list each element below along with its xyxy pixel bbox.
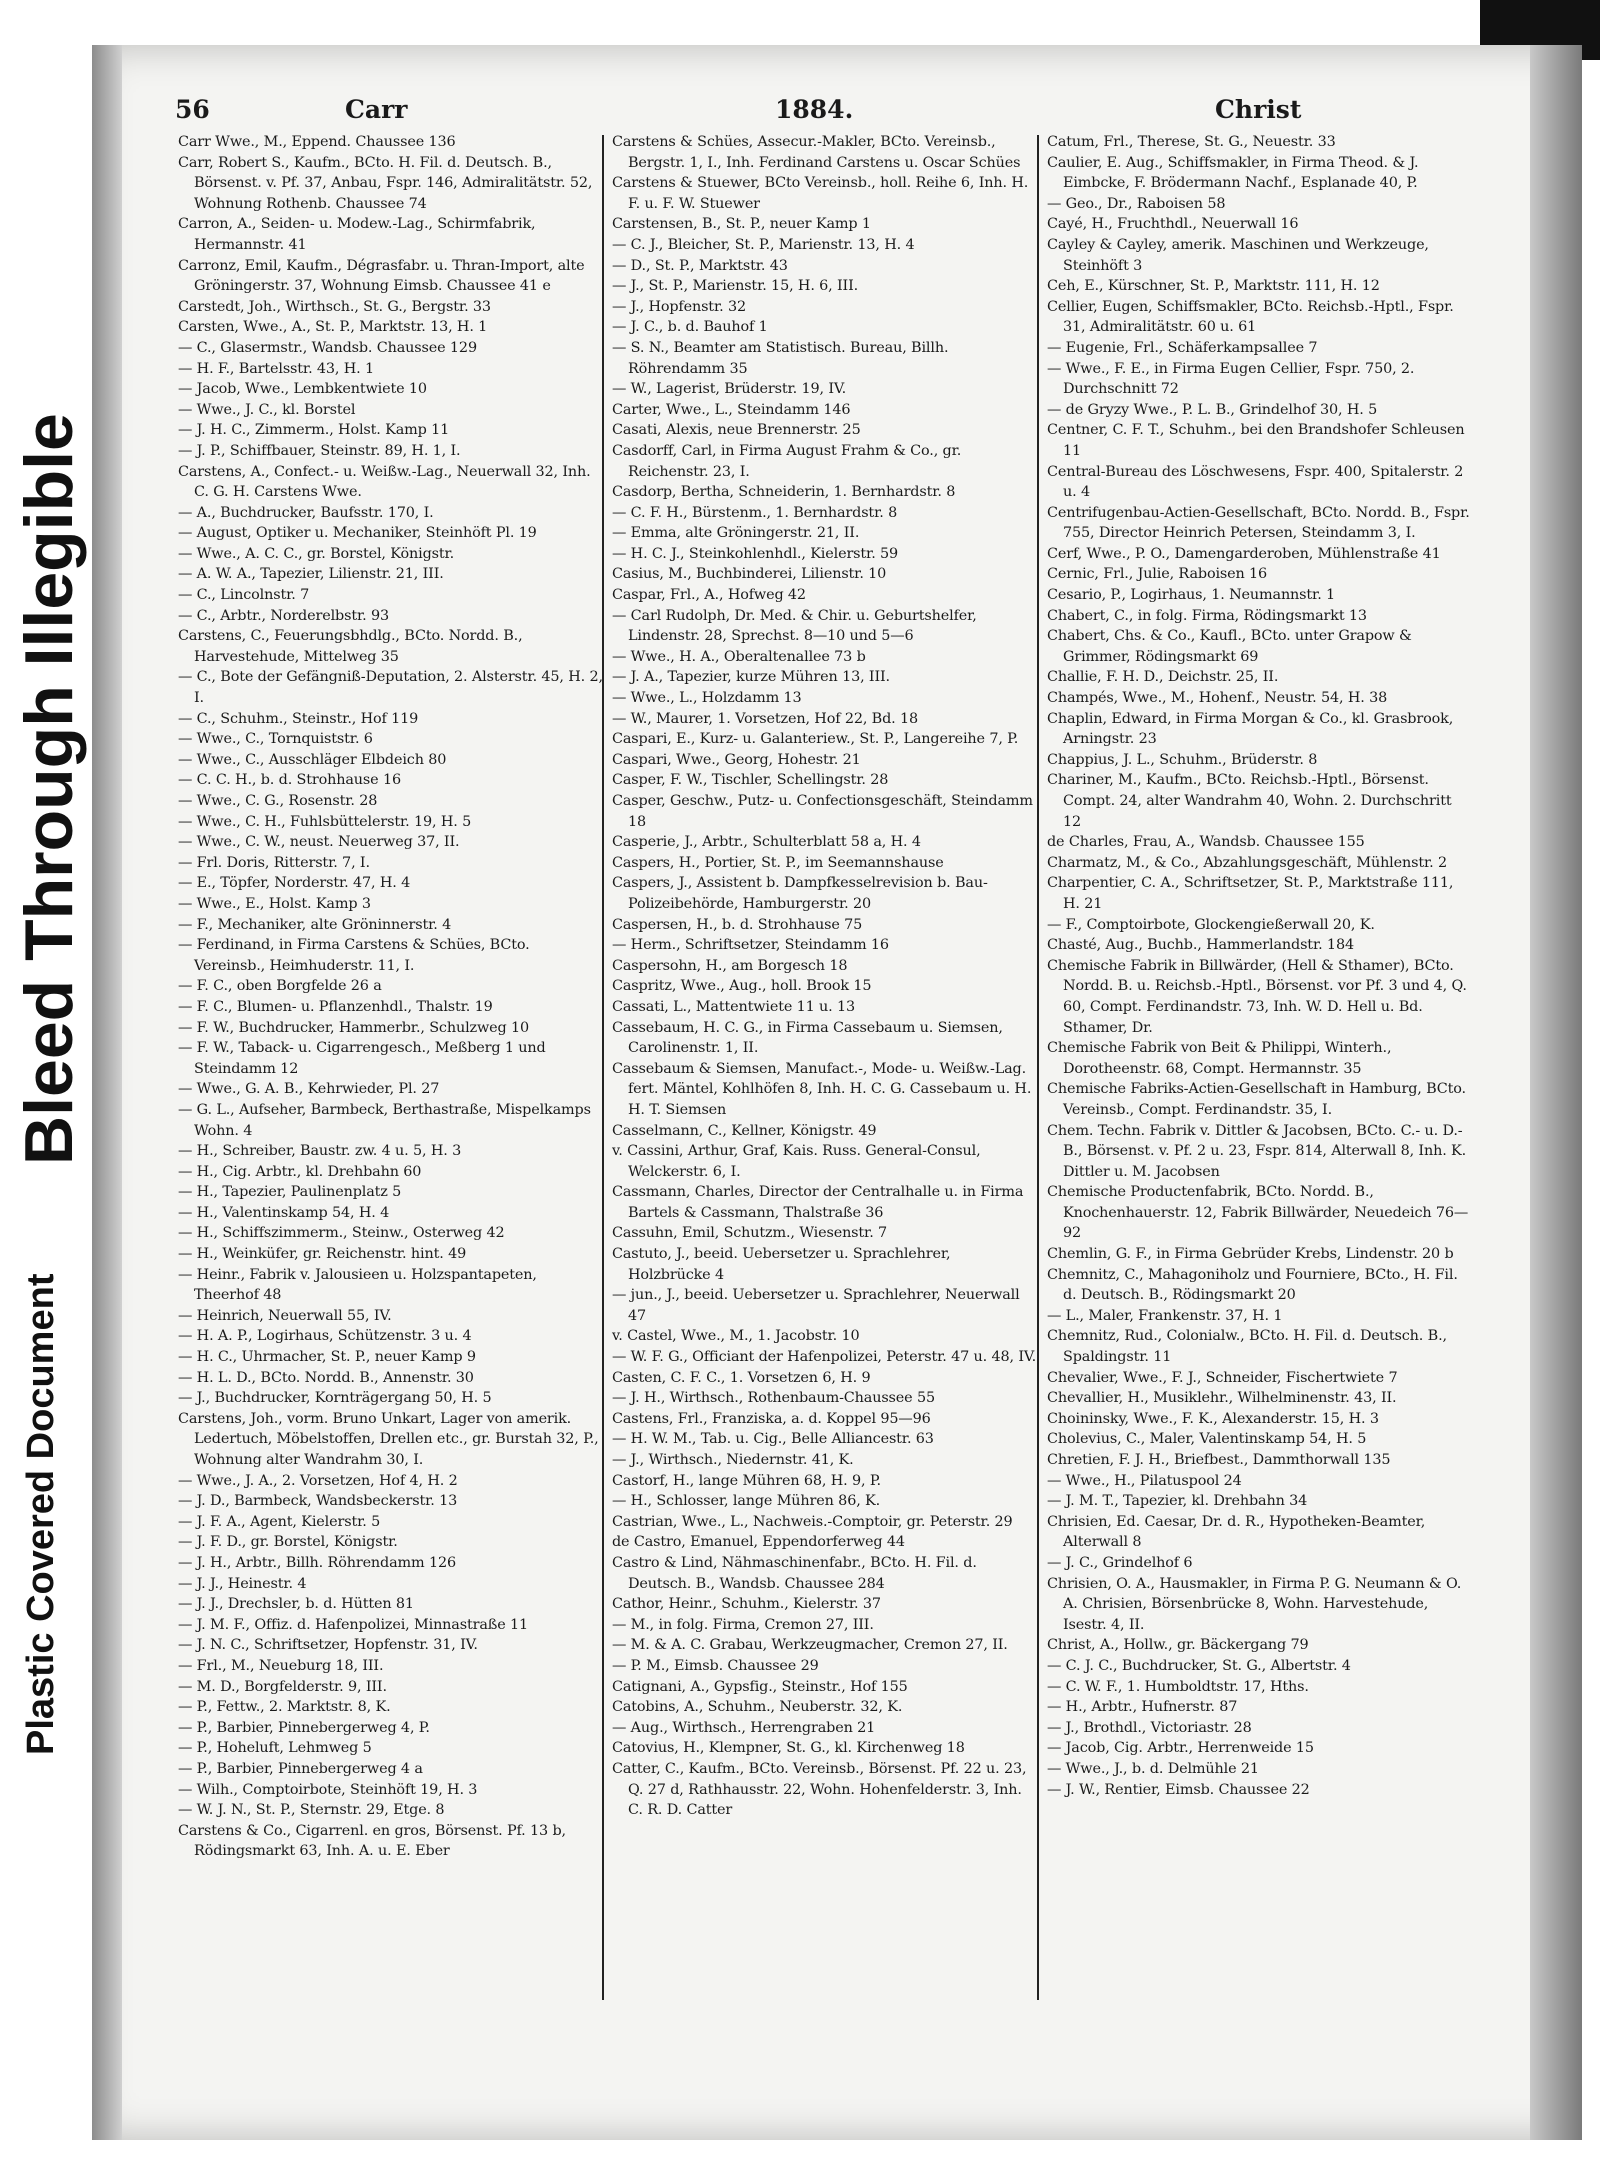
directory-entry: — C., Schuhm., Steinstr., Hof 119 — [178, 710, 419, 727]
directory-entry: — H., Arbtr., Hufnerstr. 87 — [1047, 1699, 1238, 1716]
directory-entry: — Herm., Schriftsetzer, Steindamm 16 — [612, 937, 889, 954]
directory-entry: — H., Schlosser, lange Mühren 86, K. — [612, 1493, 881, 1510]
directory-entry: Cassuhn, Emil, Schutzm., Wiesenstr. 7 — [612, 1225, 888, 1242]
directory-entry: Castrian, Wwe., L., Nachweis.-Comptoir, gr. Peterstr. 29 — [612, 1513, 1013, 1530]
directory-entry: — H., Weinküfer, gr. Reichenstr. hint. 49 — [178, 1246, 467, 1263]
directory-entry: Charmatz, M., & Co., Abzahlungsgeschäft, Mühlenstr. 2 — [1047, 854, 1447, 871]
directory-entry: — J. M. T., Tapezier, kl. Drehbahn 34 — [1047, 1493, 1308, 1510]
directory-entry: Catum, Frl., Therese, St. G., Neuestr. 33 — [1047, 134, 1336, 150]
directory-entry: — G. L., Aufseher, Barmbeck, Berthastraße, Mispelkamps Wohn. 4 — [178, 1101, 591, 1139]
directory-entry: — J. J., Heinestr. 4 — [178, 1575, 307, 1592]
directory-entry: Centrifugenbau-Actien-Gesellschaft, BCto. Nordd. B., Fspr. 755, Director Heinrich Petersen, Steindamm 3, I. — [1047, 504, 1470, 542]
directory-entry: — Frl. Doris, Ritterstr. 7, I. — [178, 854, 370, 871]
directory-entry: Chasté, Aug., Buchb., Hammerlandstr. 184 — [1047, 937, 1354, 954]
directory-entry: Cathor, Heinr., Schuhm., Kielerstr. 37 — [612, 1596, 881, 1613]
directory-entry: — J. A., Tapezier, kurze Mühren 13, III. — [612, 669, 890, 686]
directory-entry: Chevallier, H., Musiklehr., Wilhelminenstr. 43, II. — [1047, 1390, 1397, 1407]
directory-entry: — H., Valentinskamp 54, H. 4 — [178, 1204, 390, 1221]
directory-column-3 — [1047, 132, 1472, 1800]
directory-entry: — J. H., Wirthsch., Rothenbaum-Chaussee 55 — [612, 1390, 935, 1407]
directory-entry: — de Gryzy Wwe., P. L. B., Grindelhof 30, H. 5 — [1047, 401, 1378, 418]
directory-entry: — J. C., Grindelhof 6 — [1047, 1554, 1193, 1571]
directory-entry: Catovius, H., Klempner, St. G., kl. Kirchenweg 18 — [612, 1740, 965, 1757]
directory-entry: Caspar, Frl., A., Hofweg 42 — [612, 587, 806, 604]
directory-entry: — C., Arbtr., Norderelbstr. 93 — [178, 607, 389, 624]
directory-entry: — J. F. D., gr. Borstel, Königstr. — [178, 1534, 398, 1551]
directory-entry: — C. C. H., b. d. Strohhause 16 — [178, 772, 401, 789]
directory-entry: Carstens & Stuewer, BCto Vereinsb., holl. Reihe 6, Inh. H. F. u. F. W. Stuewer — [612, 175, 1029, 212]
directory-entry: v. Castel, Wwe., M., 1. Jacobstr. 10 — [612, 1328, 860, 1345]
directory-entry: Caspers, J., Assistent b. Dampfkesselrevision b. Bau-Polizeibehörde, Hamburgerstr. 20 — [612, 875, 988, 912]
directory-entry: Chretien, F. J. H., Briefbest., Dammthorwall 135 — [1047, 1452, 1391, 1468]
directory-entry: — M., in folg. Firma, Cremon 27, III. — [612, 1616, 874, 1633]
header-year: 1884. — [775, 95, 854, 124]
directory-entry: Caspritz, Wwe., Aug., holl. Brook 15 — [612, 978, 872, 995]
directory-entry: Chemlin, G. F., in Firma Gebrüder Krebs, Lindenstr. 20 b — [1047, 1246, 1454, 1263]
directory-entry: — P., Fettw., 2. Marktstr. 8, K. — [178, 1699, 391, 1716]
directory-entry: de Charles, Frau, A., Wandsb. Chaussee 155 — [1047, 834, 1365, 851]
directory-entry: Chemnitz, C., Mahagoniholz und Fourniere, BCto., H. Fil. d. Deutsch. B., Rödingsmarkt 20 — [1047, 1266, 1458, 1304]
directory-entry: — Wwe., H. A., Oberaltenallee 73 b — [612, 648, 866, 665]
header-right-keyword: Christ — [1215, 95, 1302, 124]
directory-entry: Caspari, E., Kurz- u. Galanteriew., St. P., Langereihe 7, P. — [612, 731, 1019, 748]
directory-entry: — C., Lincolnstr. 7 — [178, 587, 310, 604]
directory-entry: — W., Maurer, 1. Vorsetzen, Hof 22, Bd. 18 — [612, 710, 919, 727]
directory-entry: — Jacob, Cig. Arbtr., Herrenweide 15 — [1047, 1740, 1314, 1757]
bleed-through-label: Bleed Through Illegible — [11, 413, 87, 1165]
directory-entry: — Wwe., F. E., in Firma Eugen Cellier, Fspr. 750, 2. Durchschnitt 72 — [1047, 360, 1415, 398]
directory-entry: — H., Schiffszimmerm., Steinw., Osterweg 42 — [178, 1225, 505, 1242]
directory-entry: Caspari, Wwe., Georg, Hohestr. 21 — [612, 751, 861, 768]
directory-entry: — Wilh., Comptoirbote, Steinhöft 19, H. 3 — [178, 1781, 478, 1798]
directory-entry: — Wwe., C. W., neust. Neuerweg 37, II. — [178, 834, 460, 851]
directory-entry: Carstens, C., Feuerungsbhdlg., BCto. Nordd. B., Harvestehude, Mittelweg 35 — [178, 628, 523, 665]
directory-entry: Chrisien, Ed. Caesar, Dr. d. R., Hypotheken-Beamter, Alterwall 8 — [1047, 1513, 1426, 1551]
directory-entry: — Wwe., G. A. B., Kehrwieder, Pl. 27 — [178, 1081, 440, 1098]
directory-entry: — J., Wirthsch., Niedernstr. 41, K. — [612, 1452, 854, 1468]
directory-entry: — J. W., Rentier, Eimsb. Chaussee 22 — [1047, 1781, 1310, 1798]
directory-entry: v. Cassini, Arthur, Graf, Kais. Russ. General-Consul, Welckerstr. 6, I. — [612, 1143, 981, 1180]
directory-entry: — F., Comptoirbote, Glockengießerwall 20, K. — [1047, 916, 1375, 933]
column-rule — [1037, 135, 1039, 2000]
directory-entry: Chemische Fabrik von Beit & Philippi, Winterh., Dorotheenstr. 68, Compt. Hermannstr. 35 — [1047, 1040, 1392, 1077]
directory-entry: Chariner, M., Kaufm., BCto. Reichsb.-Hptl., Börsenst. Compt. 24, alter Wandrahm 40, Wohn. 2. Durchschritt 12 — [1047, 772, 1452, 830]
directory-entry: Carr Wwe., M., Eppend. Chaussee 136 — [178, 134, 456, 150]
directory-entry: — Carl Rudolph, Dr. Med. & Chir. u. Geburtshelfer, Lindenstr. 28, Sprechst. 8—10 und 5—6 — [612, 607, 977, 645]
directory-entry: — Wwe., C., Tornquiststr. 6 — [178, 731, 373, 748]
directory-entry: Chemnitz, Rud., Colonialw., BCto. H. Fil. d. Deutsch. B., Spaldingstr. 11 — [1047, 1328, 1447, 1366]
directory-entry: — F. C., Blumen- u. Pflanzenhdl., Thalstr. 19 — [178, 998, 493, 1015]
directory-entry: — P., Hoheluft, Lehmweg 5 — [178, 1740, 372, 1757]
directory-entry: Carsten, Wwe., A., St. P., Marktstr. 13, H. 1 — [178, 319, 488, 336]
plastic-covered-label: Plastic Covered Document — [20, 1273, 62, 1755]
directory-entry: — Emma, alte Gröningerstr. 21, II. — [612, 525, 860, 542]
page-gutter-right — [1530, 45, 1582, 2140]
directory-entry: — H. W. M., Tab. u. Cig., Belle Alliancestr. 63 — [612, 1431, 934, 1448]
directory-entry: Centner, C. F. T., Schuhm., bei den Brandshofer Schleusen 11 — [1047, 422, 1465, 459]
directory-entry: — A. W. A., Tapezier, Lilienstr. 21, III. — [178, 566, 444, 583]
directory-entry: — J., Hopfenstr. 32 — [612, 298, 746, 315]
directory-entry: — J. P., Schiffbauer, Steinstr. 89, H. 1, I. — [178, 442, 461, 459]
directory-entry: Catignani, A., Gypsfig., Steinstr., Hof 155 — [612, 1678, 908, 1695]
directory-entry: Caulier, E. Aug., Schiffsmakler, in Firma Theod. & J. Eimbcke, F. Brödermann Nachf., Esplanade 40, P. — [1047, 154, 1419, 192]
directory-entry: Carstens, Joh., vorm. Bruno Unkart, Lager von amerik. Ledertuch, Möbelstoffen, Drellen etc., gr. Burstah 32, P., Wohnung alter Wandrahm 30, I. — [178, 1410, 599, 1468]
directory-entry: — W., Lagerist, Brüderstr. 19, IV. — [612, 381, 847, 398]
directory-entry: Casdorp, Bertha, Schneiderin, 1. Bernhardstr. 8 — [612, 484, 956, 501]
directory-entry: — Wwe., E., Holst. Kamp 3 — [178, 895, 371, 912]
directory-entry: Carstensen, B., St. P., neuer Kamp 1 — [612, 216, 871, 233]
directory-entry: Choininsky, Wwe., F. K., Alexanderstr. 15, H. 3 — [1047, 1410, 1379, 1427]
directory-entry: — F. W., Taback- u. Cigarrengesch., Meßberg 1 und Steindamm 12 — [178, 1040, 546, 1077]
directory-entry: Catter, C., Kaufm., BCto. Vereinsb., Börsenst. Pf. 22 u. 23, Q. 27 d, Rathhausstr. 22, Wohn. Hohenfelderstr. 3, Inh. C. R. D. Catter — [612, 1760, 1027, 1819]
directory-entry: — J. J., Drechsler, b. d. Hütten 81 — [178, 1596, 414, 1613]
directory-entry: — C. W. F., 1. Humboldtstr. 17, Hths. — [1047, 1678, 1309, 1695]
directory-entry: — Wwe., J. C., kl. Borstel — [178, 401, 356, 418]
directory-entry: Chemische Fabriks-Actien-Gesellschaft in Hamburg, BCto. Vereinsb., Compt. Ferdinandstr. 35, I. — [1047, 1081, 1466, 1118]
directory-entry: — C. J., Bleicher, St. P., Marienstr. 13, H. 4 — [612, 236, 915, 253]
directory-entry: — Wwe., L., Holzdamm 13 — [612, 690, 802, 707]
directory-entry: Casten, C. F. C., 1. Vorsetzen 6, H. 9 — [612, 1369, 871, 1386]
directory-entry: Carr, Robert S., Kaufm., BCto. H. Fil. d. Deutsch. B., Börsenst. v. Pf. 37, Anbau, Fspr. 146, Admiralitätstr. 52, Wohnung Rothenb. Chaussee 74 — [178, 154, 593, 212]
directory-entry: — C. F. H., Bürstenm., 1. Bernhardstr. 8 — [612, 504, 898, 521]
directory-entry: Chaplin, Edward, in Firma Morgan & Co., kl. Grasbrook, Arningstr. 23 — [1047, 710, 1454, 748]
directory-entry: Chabert, Chs. & Co., Kaufl., BCto. unter Grapow & Grimmer, Rödingsmarkt 69 — [1047, 628, 1412, 665]
directory-entry: — H., Schreiber, Baustr. zw. 4 u. 5, H. 3 — [178, 1143, 462, 1160]
directory-entry: — Heinr., Fabrik v. Jalousieen u. Holzspantapeten, Theerhof 48 — [178, 1266, 537, 1304]
directory-column-1 — [178, 132, 603, 1862]
directory-entry: — F. W., Buchdrucker, Hammerbr., Schulzweg 10 — [178, 1019, 529, 1036]
directory-entry: Castorf, H., lange Mühren 68, H. 9, P. — [612, 1472, 881, 1489]
directory-entry: — J. H. C., Zimmerm., Holst. Kamp 11 — [178, 422, 450, 439]
directory-entry: — A., Buchdrucker, Baufsstr. 170, I. — [178, 504, 434, 521]
directory-entry: Chappius, J. L., Schuhm., Brüderstr. 8 — [1047, 751, 1318, 768]
directory-entry: Casati, Alexis, neue Brennerstr. 25 — [612, 422, 861, 439]
directory-entry: — H. C. J., Steinkohlenhdl., Kielerstr. 59 — [612, 545, 899, 562]
directory-entry: — Wwe., C. H., Fuhlsbüttelerstr. 19, H. 5 — [178, 813, 472, 830]
directory-entry: — P., Barbier, Pinnebergerweg 4, P. — [178, 1719, 430, 1736]
directory-entry: Cholevius, C., Maler, Valentinskamp 54, H. 5 — [1047, 1431, 1367, 1448]
directory-entry: Challie, F. H. D., Deichstr. 25, II. — [1047, 669, 1279, 686]
directory-entry: — H. F., Bartelsstr. 43, H. 1 — [178, 360, 375, 377]
directory-entry: Cerf, Wwe., P. O., Damengarderoben, Mühlenstraße 41 — [1047, 545, 1441, 562]
directory-entry: Chabert, C., in folg. Firma, Rödingsmarkt 13 — [1047, 607, 1367, 624]
directory-entry: — W. F. G., Officiant der Hafenpolizei, Peterstr. 47 u. 48, IV. — [612, 1349, 1037, 1366]
directory-entry: Casper, Geschw., Putz- u. Confectionsgeschäft, Steindamm 18 — [612, 793, 1033, 830]
directory-entry: — J., Buchdrucker, Kornträgergang 50, H. 5 — [178, 1390, 492, 1407]
directory-entry: — J. D., Barmbeck, Wandsbeckerstr. 13 — [178, 1493, 458, 1510]
directory-entry: Carstens, A., Confect.- u. Weißw.-Lag., Neuerwall 32, Inh. C. G. H. Carstens Wwe. — [178, 463, 591, 501]
directory-entry: — Wwe., H., Pilatuspool 24 — [1047, 1472, 1242, 1489]
directory-entry: Carstens & Schües, Assecur.-Makler, BCto. Vereinsb., Bergstr. 1, I., Inh. Ferdinand Carstens u. Oscar Schües — [612, 134, 1021, 171]
directory-entry: — H., Tapezier, Paulinenplatz 5 — [178, 1184, 402, 1201]
directory-entry: Charpentier, C. A., Schriftsetzer, St. P., Marktstraße 111, H. 21 — [1047, 875, 1454, 912]
directory-entry: Caspers, H., Portier, St. P., im Seemannshause — [612, 854, 944, 871]
directory-entry: Cassebaum & Siemsen, Manufact.-, Mode- u. Weißw.-Lag. fert. Mäntel, Kohlhöfen 8, Inh. H. C. G. Cassebaum u. H. H. T. Siemsen — [612, 1060, 1032, 1118]
directory-entry: Chemische Productenfabrik, BCto. Nordd. B., Knochenhauerstr. 12, Fabrik Billwärder, Neuedeich 76—92 — [1047, 1184, 1469, 1242]
directory-entry: Casselmann, C., Kellner, Königstr. 49 — [612, 1122, 877, 1139]
directory-entry: — H., Cig. Arbtr., kl. Drehbahn 60 — [178, 1163, 422, 1180]
directory-entry: — H. L. D., BCto. Nordd. B., Annenstr. 30 — [178, 1369, 474, 1386]
directory-entry: — W. J. N., St. P., Sternstr. 29, Etge. 8 — [178, 1802, 445, 1819]
directory-entry: Carstedt, Joh., Wirthsch., St. G., Bergstr. 33 — [178, 298, 491, 315]
directory-entry: — Wwe., J. A., 2. Vorsetzen, Hof 4, H. 2 — [178, 1472, 458, 1489]
directory-entry: Carstens & Co., Cigarrenl. en gros, Börsenst. Pf. 13 b, Rödingsmarkt 63, Inh. A. u. E. Eber — [178, 1822, 566, 1860]
directory-entry: — Heinrich, Neuerwall 55, IV. — [178, 1307, 392, 1324]
directory-entry: — L., Maler, Frankenstr. 37, H. 1 — [1047, 1307, 1283, 1324]
directory-entry: Central-Bureau des Löschwesens, Fspr. 400, Spitalerstr. 2 u. 4 — [1047, 463, 1464, 501]
directory-entry: — Jacob, Wwe., Lembkentwiete 10 — [178, 381, 427, 398]
directory-entry: — J. M. F., Offiz. d. Hafenpolizei, Minnastraße 11 — [178, 1616, 529, 1633]
directory-entry: Ceh, E., Kürschner, St. P., Marktstr. 111, H. 12 — [1047, 278, 1380, 295]
directory-entry: — jun., J., beeid. Uebersetzer u. Sprachlehrer, Neuerwall 47 — [612, 1287, 1020, 1324]
directory-entry: — S. N., Beamter am Statistisch. Bureau, Billh. Röhrendamm 35 — [612, 339, 949, 377]
directory-entry: Cayley & Cayley, amerik. Maschinen und Werkzeuge, Steinhöft 3 — [1047, 236, 1429, 274]
directory-entry: — Aug., Wirthsch., Herrengraben 21 — [612, 1719, 876, 1736]
directory-entry: Chemische Fabrik in Billwärder, (Hell & Sthamer), BCto. Nordd. B. u. Reichsb.-Hptl., Börsenst. vor Pf. 3 und 4, Q. 60, Compt. Ferdinandstr. 73, Inh. W. D. Hell u. Bd. Sthamer, Dr. — [1047, 957, 1467, 1036]
directory-entry: — F. C., oben Borgfelde 26 a — [178, 978, 382, 995]
directory-entry: Champés, Wwe., M., Hohenf., Neustr. 54, H. 38 — [1047, 690, 1388, 707]
directory-entry: — C., Bote der Gefängniß-Deputation, 2. Alsterstr. 45, H. 2, I. — [178, 669, 603, 707]
page-gutter-left — [92, 45, 122, 2140]
directory-entry: Casdorff, Carl, in Firma August Frahm & Co., gr. Reichenstr. 23, I. — [612, 442, 962, 480]
directory-entry: — D., St. P., Marktstr. 43 — [612, 257, 788, 274]
directory-entry: Casperie, J., Arbtr., Schulterblatt 58 a, H. 4 — [612, 834, 921, 851]
directory-entry: Catobins, A., Schuhm., Neuberstr. 32, K. — [612, 1699, 903, 1716]
directory-entry: — J. C., b. d. Bauhof 1 — [612, 319, 768, 336]
directory-entry: Cassati, L., Mattentwiete 11 u. 13 — [612, 998, 856, 1015]
directory-entry: Caspersohn, H., am Borgesch 18 — [612, 957, 848, 974]
directory-entry: — C. J. C., Buchdrucker, St. G., Albertstr. 4 — [1047, 1657, 1351, 1674]
directory-entry: Casius, M., Buchbinderei, Lilienstr. 10 — [612, 566, 887, 583]
directory-entry: Cayé, H., Fruchthdl., Neuerwall 16 — [1047, 216, 1299, 233]
directory-entry: — P., Barbier, Pinnebergerweg 4 a — [178, 1760, 423, 1777]
directory-entry: Chem. Techn. Fabrik v. Dittler & Jacobsen, BCto. C.- u. D.-B., Börsenst. v. Pf. 2 u. 23, Fspr. 814, Alterwall 8, Inh. K. Dittler u. M. Jacobsen — [1047, 1122, 1467, 1180]
directory-entry: Carron, A., Seiden- u. Modew.-Lag., Schirmfabrik, Hermannstr. 41 — [178, 216, 536, 253]
directory-entry: — Geo., Dr., Raboisen 58 — [1047, 195, 1226, 212]
directory-entry: Cellier, Eugen, Schiffsmakler, BCto. Reichsb.-Hptl., Fspr. 31, Admiralitätstr. 60 u. 61 — [1047, 298, 1454, 336]
page-number: 56 — [175, 95, 210, 124]
directory-entry: Cesario, P., Logirhaus, 1. Neumannstr. 1 — [1047, 587, 1336, 604]
directory-entry: Casper, F. W., Tischler, Schellingstr. 28 — [612, 772, 889, 789]
directory-entry: Castuto, J., beeid. Uebersetzer u. Sprachlehrer, Holzbrücke 4 — [612, 1246, 951, 1283]
directory-entry: — H. C., Uhrmacher, St. P., neuer Kamp 9 — [178, 1349, 476, 1366]
directory-entry: Caspersen, H., b. d. Strohhause 75 — [612, 916, 863, 933]
directory-entry: — Wwe., J., b. d. Delmühle 21 — [1047, 1760, 1259, 1777]
directory-entry: — J. H., Arbtr., Billh. Röhrendamm 126 — [178, 1554, 456, 1571]
directory-entry: Christ, A., Hollw., gr. Bäckergang 79 — [1047, 1637, 1309, 1654]
directory-entry: — Frl., M., Neueburg 18, III. — [178, 1657, 384, 1674]
directory-entry: Carter, Wwe., L., Steindamm 146 — [612, 401, 851, 418]
directory-entry: — J. N. C., Schriftsetzer, Hopfenstr. 31, IV. — [178, 1637, 478, 1654]
directory-entry: — Wwe., C., Ausschläger Elbdeich 80 — [178, 751, 447, 768]
directory-entry: — J., St. P., Marienstr. 15, H. 6, III. — [612, 278, 859, 295]
directory-entry: Castens, Frl., Franziska, a. d. Koppel 95—96 — [612, 1410, 931, 1427]
directory-entry: Cassebaum, H. C. G., in Firma Cassebaum u. Siemsen, Carolinenstr. 1, II. — [612, 1019, 1003, 1057]
directory-entry: — August, Optiker u. Mechaniker, Steinhöft Pl. 19 — [178, 525, 537, 542]
directory-entry: — M. & A. C. Grabau, Werkzeugmacher, Cremon 27, II. — [612, 1637, 1008, 1654]
directory-entry: Cernic, Frl., Julie, Raboisen 16 — [1047, 566, 1268, 583]
directory-entry: Carronz, Emil, Kaufm., Dégrasfabr. u. Thran-Import, alte Gröningerstr. 37, Wohnung Eimsb. Chaussee 41 e — [178, 257, 585, 295]
directory-entry: — Wwe., C. G., Rosenstr. 28 — [178, 793, 378, 809]
directory-column-2 — [612, 132, 1037, 1821]
directory-entry: — J., Brothdl., Victoriastr. 28 — [1047, 1719, 1252, 1736]
directory-entry: — P. M., Eimsb. Chaussee 29 — [612, 1657, 819, 1674]
directory-entry: — M. D., Borgfelderstr. 9, III. — [178, 1678, 387, 1695]
directory-entry: — H. A. P., Logirhaus, Schützenstr. 3 u. 4 — [178, 1328, 472, 1345]
directory-entry: — Ferdinand, in Firma Carstens & Schües, BCto. Vereinsb., Heimhuderstr. 11, I. — [178, 937, 530, 974]
header-left-keyword: Carr — [345, 95, 408, 124]
directory-entry: Cassmann, Charles, Director der Centralhalle u. in Firma Bartels & Cassmann, Thalstraße 36 — [612, 1184, 1024, 1221]
directory-entry: — C., Glasermstr., Wandsb. Chaussee 129 — [178, 339, 477, 356]
page-header — [175, 95, 1535, 135]
directory-entry: — Wwe., A. C. C., gr. Borstel, Königstr. — [178, 545, 455, 562]
directory-entry: Castro & Lind, Nähmaschinenfabr., BCto. H. Fil. d. Deutsch. B., Wandsb. Chaussee 284 — [612, 1554, 977, 1592]
directory-entry: — J. F. A., Agent, Kielerstr. 5 — [178, 1513, 381, 1530]
directory-entry: Chrisien, O. A., Hausmakler, in Firma P. G. Neumann & O. A. Chrisien, Börsenbrücke 8, Wohn. Harvestehude, Isestr. 4, II. — [1047, 1575, 1462, 1633]
directory-entry: Chevalier, Wwe., F. J., Schneider, Fischertwiete 7 — [1047, 1369, 1398, 1386]
directory-entry: — F., Mechaniker, alte Gröninnerstr. 4 — [178, 916, 452, 933]
directory-entry: — E., Töpfer, Norderstr. 47, H. 4 — [178, 875, 411, 892]
directory-entry: — Eugenie, Frl., Schäferkampsallee 7 — [1047, 339, 1318, 356]
directory-entry: de Castro, Emanuel, Eppendorferweg 44 — [612, 1534, 905, 1551]
